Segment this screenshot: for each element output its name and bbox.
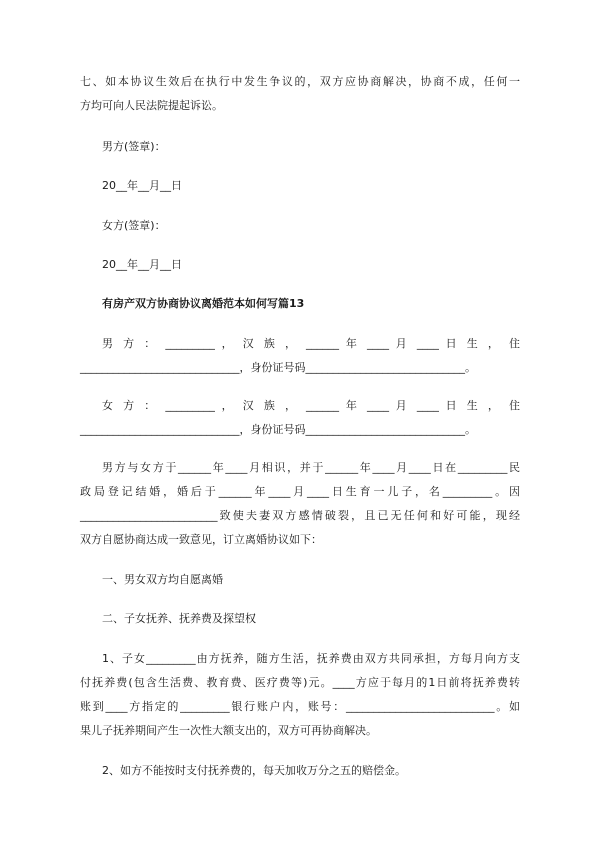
husband-info-line-1: 男 方 ： _________ ， 汉 族 ， ______ 年 ____ 月 ____ 日 生 ， 住 (102, 337, 520, 350)
child-support-line-1: 1、子女_________由方抚养，随方生活，抚养费由双方共同承担，方每月向方支 (102, 652, 520, 665)
husband-signature-date: 20__年__月__日 (102, 179, 182, 192)
husband-signature-label: 男方(签章)： (102, 140, 166, 153)
wife-signature-date: 20__年__月__日 (102, 258, 182, 271)
child-support-line-4: 果儿子抚养期间产生一次性大额支出的，双方可再协商解决。 (80, 724, 377, 737)
marriage-paragraph-line-1: 男方与女方于______年____月相识，并于______年____月____日在_________民 (102, 461, 520, 474)
clause-7-line-2: 方均可向人民法院提起诉讼。 (80, 99, 223, 112)
marriage-paragraph-line-4: 双方自愿协商达成一致意见，订立离婚协议如下： (80, 533, 322, 546)
marriage-paragraph-line-3: _________________________致使夫妻双方感情破裂，且已无任何和好可能，现经 (80, 509, 520, 522)
clause-2-heading: 二、子女抚养、抚养费及探望权 (102, 612, 256, 625)
wife-info-line-1: 女 方 ： _________ ， 汉 族 ， ______ 年 ____ 月 ____ 日 生 ， 住 (102, 399, 520, 412)
late-payment-clause: 2、如方不能按时支付抚养费的，每天加收万分之五的赔偿金。 (102, 764, 406, 777)
husband-info-line-2: _____________________________，身份证号码_____________________________。 (80, 361, 476, 374)
child-support-line-2: 付抚养费(包含生活费、教育费、医疗费等)元。____方应于每月的1日前将抚养费转 (80, 676, 520, 689)
wife-info-line-2: _____________________________，身份证号码_____________________________。 (80, 423, 476, 436)
clause-1-heading: 一、男女双方均自愿离婚 (102, 573, 223, 586)
child-support-line-3: 账到____方指定的_________银行账户内，账号：___________________________。如 (80, 700, 520, 713)
section-title: 有房产双方协商协议离婚范本如何写篇13 (102, 297, 305, 310)
clause-7-line-1: 七、如本协议生效后在执行中发生争议的，双方应协商解决，协商不成，任何一 (80, 75, 520, 88)
wife-signature-label: 女方(签章)： (102, 219, 166, 232)
marriage-paragraph-line-2: 政局登记结婚，婚后于______年____月____日生育一儿子，名_________。因 (80, 485, 520, 498)
